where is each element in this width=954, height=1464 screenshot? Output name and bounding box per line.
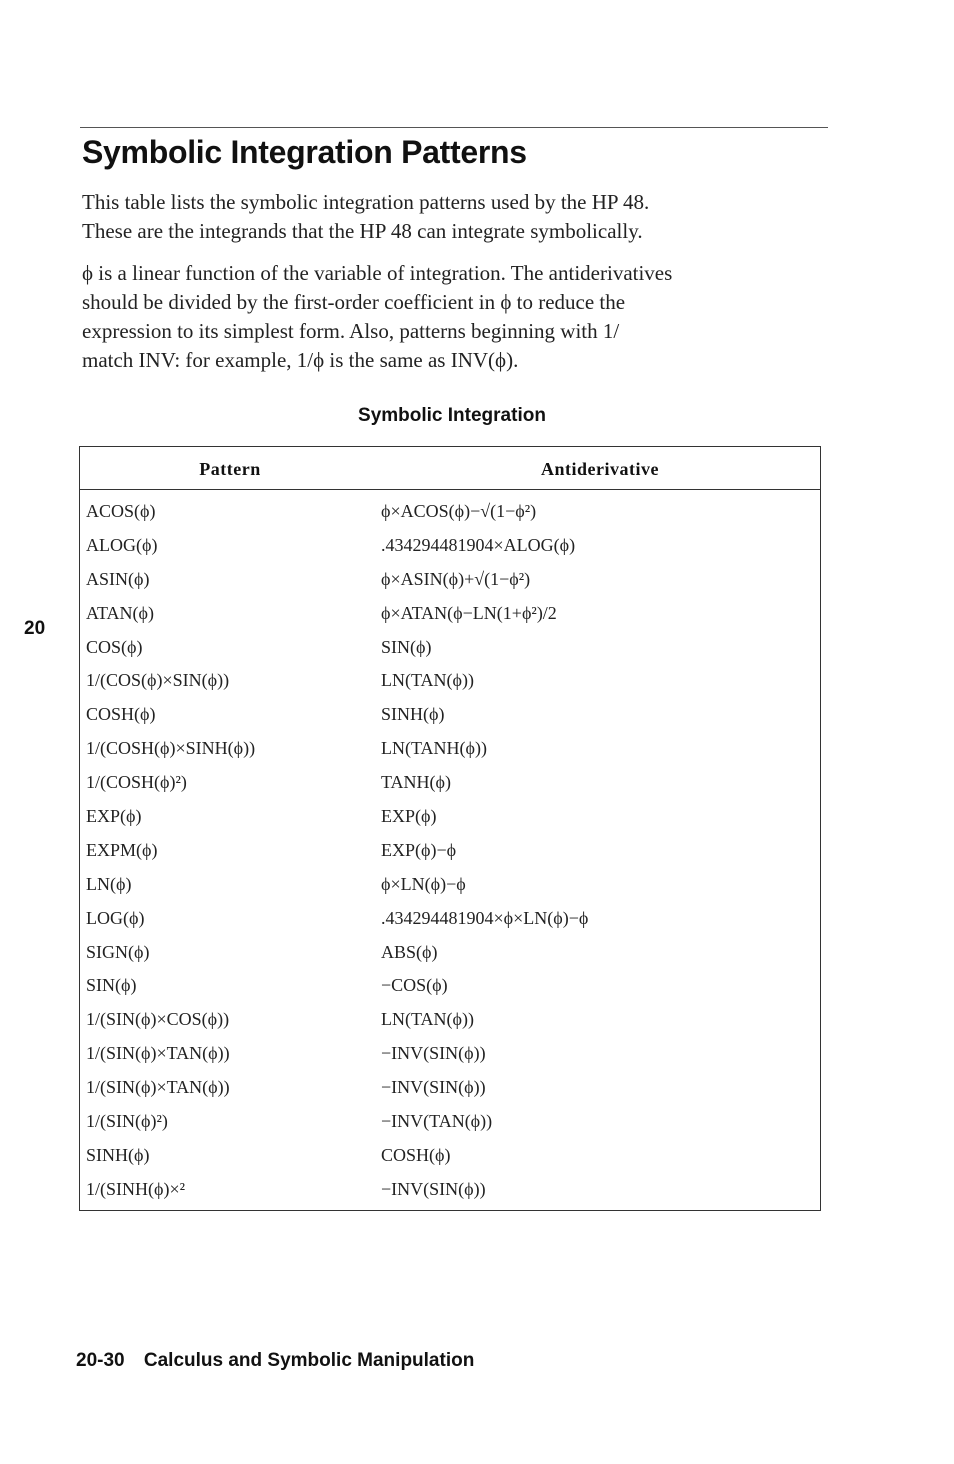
table-row xyxy=(80,1107,820,1141)
antiderivative-cell: .434294481904×ALOG(ϕ) xyxy=(381,534,576,555)
table-row xyxy=(80,531,820,565)
antiderivative-cell: ϕ×LN(ϕ)−ϕ xyxy=(381,873,466,894)
table-row xyxy=(80,565,820,599)
table-header xyxy=(80,447,820,490)
intro-line-2: These are the integrands that the HP 48 can integrate symbolically. xyxy=(82,219,643,243)
pattern-cell: 1/(COS(ϕ)×SIN(ϕ)) xyxy=(86,670,230,691)
antiderivative-cell: LN(TAN(ϕ)) xyxy=(381,1009,474,1030)
phi-line-1: ϕ is a linear function of the variable of integration. The antiderivatives xyxy=(82,261,673,285)
intro-paragraph xyxy=(82,188,832,246)
pattern-cell: LOG(ϕ) xyxy=(86,907,145,928)
pattern-cell: ATAN(ϕ) xyxy=(86,602,155,623)
pattern-cell: COSH(ϕ) xyxy=(86,704,156,725)
intro-line-1: This table lists the symbolic integration patterns used by the HP 48. xyxy=(82,190,650,214)
page-footer xyxy=(76,1350,474,1372)
antiderivative-cell: COSH(ϕ) xyxy=(381,1144,451,1165)
antiderivative-cell: LN(TAN(ϕ)) xyxy=(381,670,474,691)
pattern-cell: 1/(SIN(ϕ)×COS(ϕ)) xyxy=(86,1009,230,1030)
pattern-cell: 1/(SIN(ϕ)²) xyxy=(86,1111,168,1132)
page-title: Symbolic Integration Patterns xyxy=(82,134,527,170)
antiderivative-cell: SINH(ϕ) xyxy=(381,704,445,725)
phi-line-2: should be divided by the first-order coefficient in ϕ to reduce the xyxy=(82,290,626,314)
section-title: Calculus and Symbolic Manipulation xyxy=(143,1350,475,1371)
table-row xyxy=(80,1141,820,1175)
page-number: 20-30 xyxy=(76,1350,125,1371)
pattern-cell: 1/(SIN(ϕ)×TAN(ϕ)) xyxy=(86,1077,230,1098)
antiderivative-cell: ABS(ϕ) xyxy=(381,941,438,962)
table-caption: Symbolic Integration xyxy=(358,405,546,426)
header-antiderivative: Antiderivative xyxy=(541,459,659,479)
antiderivative-cell: TANH(ϕ) xyxy=(381,772,452,793)
pattern-cell: SINH(ϕ) xyxy=(86,1144,150,1165)
pattern-cell: 1/(SINH(ϕ)×² xyxy=(86,1178,186,1199)
table-row xyxy=(80,599,820,633)
antiderivative-cell: −INV(SIN(ϕ)) xyxy=(381,1077,486,1098)
pattern-cell: SIGN(ϕ) xyxy=(86,941,150,962)
pattern-cell: ACOS(ϕ) xyxy=(86,501,156,521)
antiderivative-cell: .434294481904×ϕ×LN(ϕ)−ϕ xyxy=(381,907,589,928)
table-row xyxy=(80,1005,820,1039)
antiderivative-cell: −COS(ϕ) xyxy=(381,975,448,996)
antiderivative-cell: EXP(ϕ) xyxy=(381,806,437,827)
top-rule xyxy=(80,127,828,128)
table-row xyxy=(80,666,820,700)
pattern-cell: EXP(ϕ) xyxy=(86,806,142,827)
pattern-cell: LN(ϕ) xyxy=(86,873,132,894)
antiderivative-cell: ϕ×ASIN(ϕ)+√(1−ϕ²) xyxy=(381,568,531,589)
phi-paragraph xyxy=(82,259,832,375)
pattern-cell: COS(ϕ) xyxy=(86,636,143,657)
antiderivative-cell: −INV(SIN(ϕ)) xyxy=(381,1043,486,1064)
phi-line-3: expression to its simplest form. Also, patterns beginning with 1/ xyxy=(82,319,620,343)
antiderivative-cell: −INV(SIN(ϕ)) xyxy=(381,1178,486,1199)
antiderivative-cell: ϕ×ATAN(ϕ−LN(1+ϕ²)/2 xyxy=(381,602,557,623)
antiderivative-cell: EXP(ϕ)−ϕ xyxy=(381,839,457,860)
pattern-cell: 1/(COSH(ϕ)²) xyxy=(86,772,187,793)
antiderivative-cell: ϕ×ACOS(ϕ)−√(1−ϕ²) xyxy=(381,501,537,521)
pattern-cell: 1/(SIN(ϕ)×TAN(ϕ)) xyxy=(86,1043,230,1064)
table-row xyxy=(80,904,820,938)
antiderivative-cell: SIN(ϕ) xyxy=(381,636,432,657)
table-row xyxy=(80,768,820,802)
antiderivative-cell: LN(TANH(ϕ)) xyxy=(381,738,487,759)
table-row xyxy=(80,1175,820,1209)
pattern-cell: 1/(COSH(ϕ)×SINH(ϕ)) xyxy=(86,738,256,759)
integration-table xyxy=(79,446,821,1211)
pattern-cell: EXPM(ϕ) xyxy=(86,839,158,860)
table-row xyxy=(80,836,820,870)
table-row xyxy=(80,870,820,904)
table-body xyxy=(80,497,820,1209)
table-row xyxy=(80,938,820,972)
table-row xyxy=(80,802,820,836)
table-row xyxy=(80,497,820,531)
table-row xyxy=(80,971,820,1005)
table-row xyxy=(80,1039,820,1073)
pattern-cell: SIN(ϕ) xyxy=(86,975,137,996)
pattern-cell: ALOG(ϕ) xyxy=(86,534,158,555)
pattern-cell: ASIN(ϕ) xyxy=(86,568,150,589)
table-row xyxy=(80,734,820,768)
table-row xyxy=(80,700,820,734)
phi-line-4: match INV: for example, 1/ϕ is the same as INV(ϕ). xyxy=(82,348,519,372)
header-pattern: Pattern xyxy=(199,459,261,479)
table-row xyxy=(80,1073,820,1107)
table-row xyxy=(80,633,820,667)
antiderivative-cell: −INV(TAN(ϕ)) xyxy=(381,1111,493,1132)
chapter-tab: 20 xyxy=(24,618,46,639)
